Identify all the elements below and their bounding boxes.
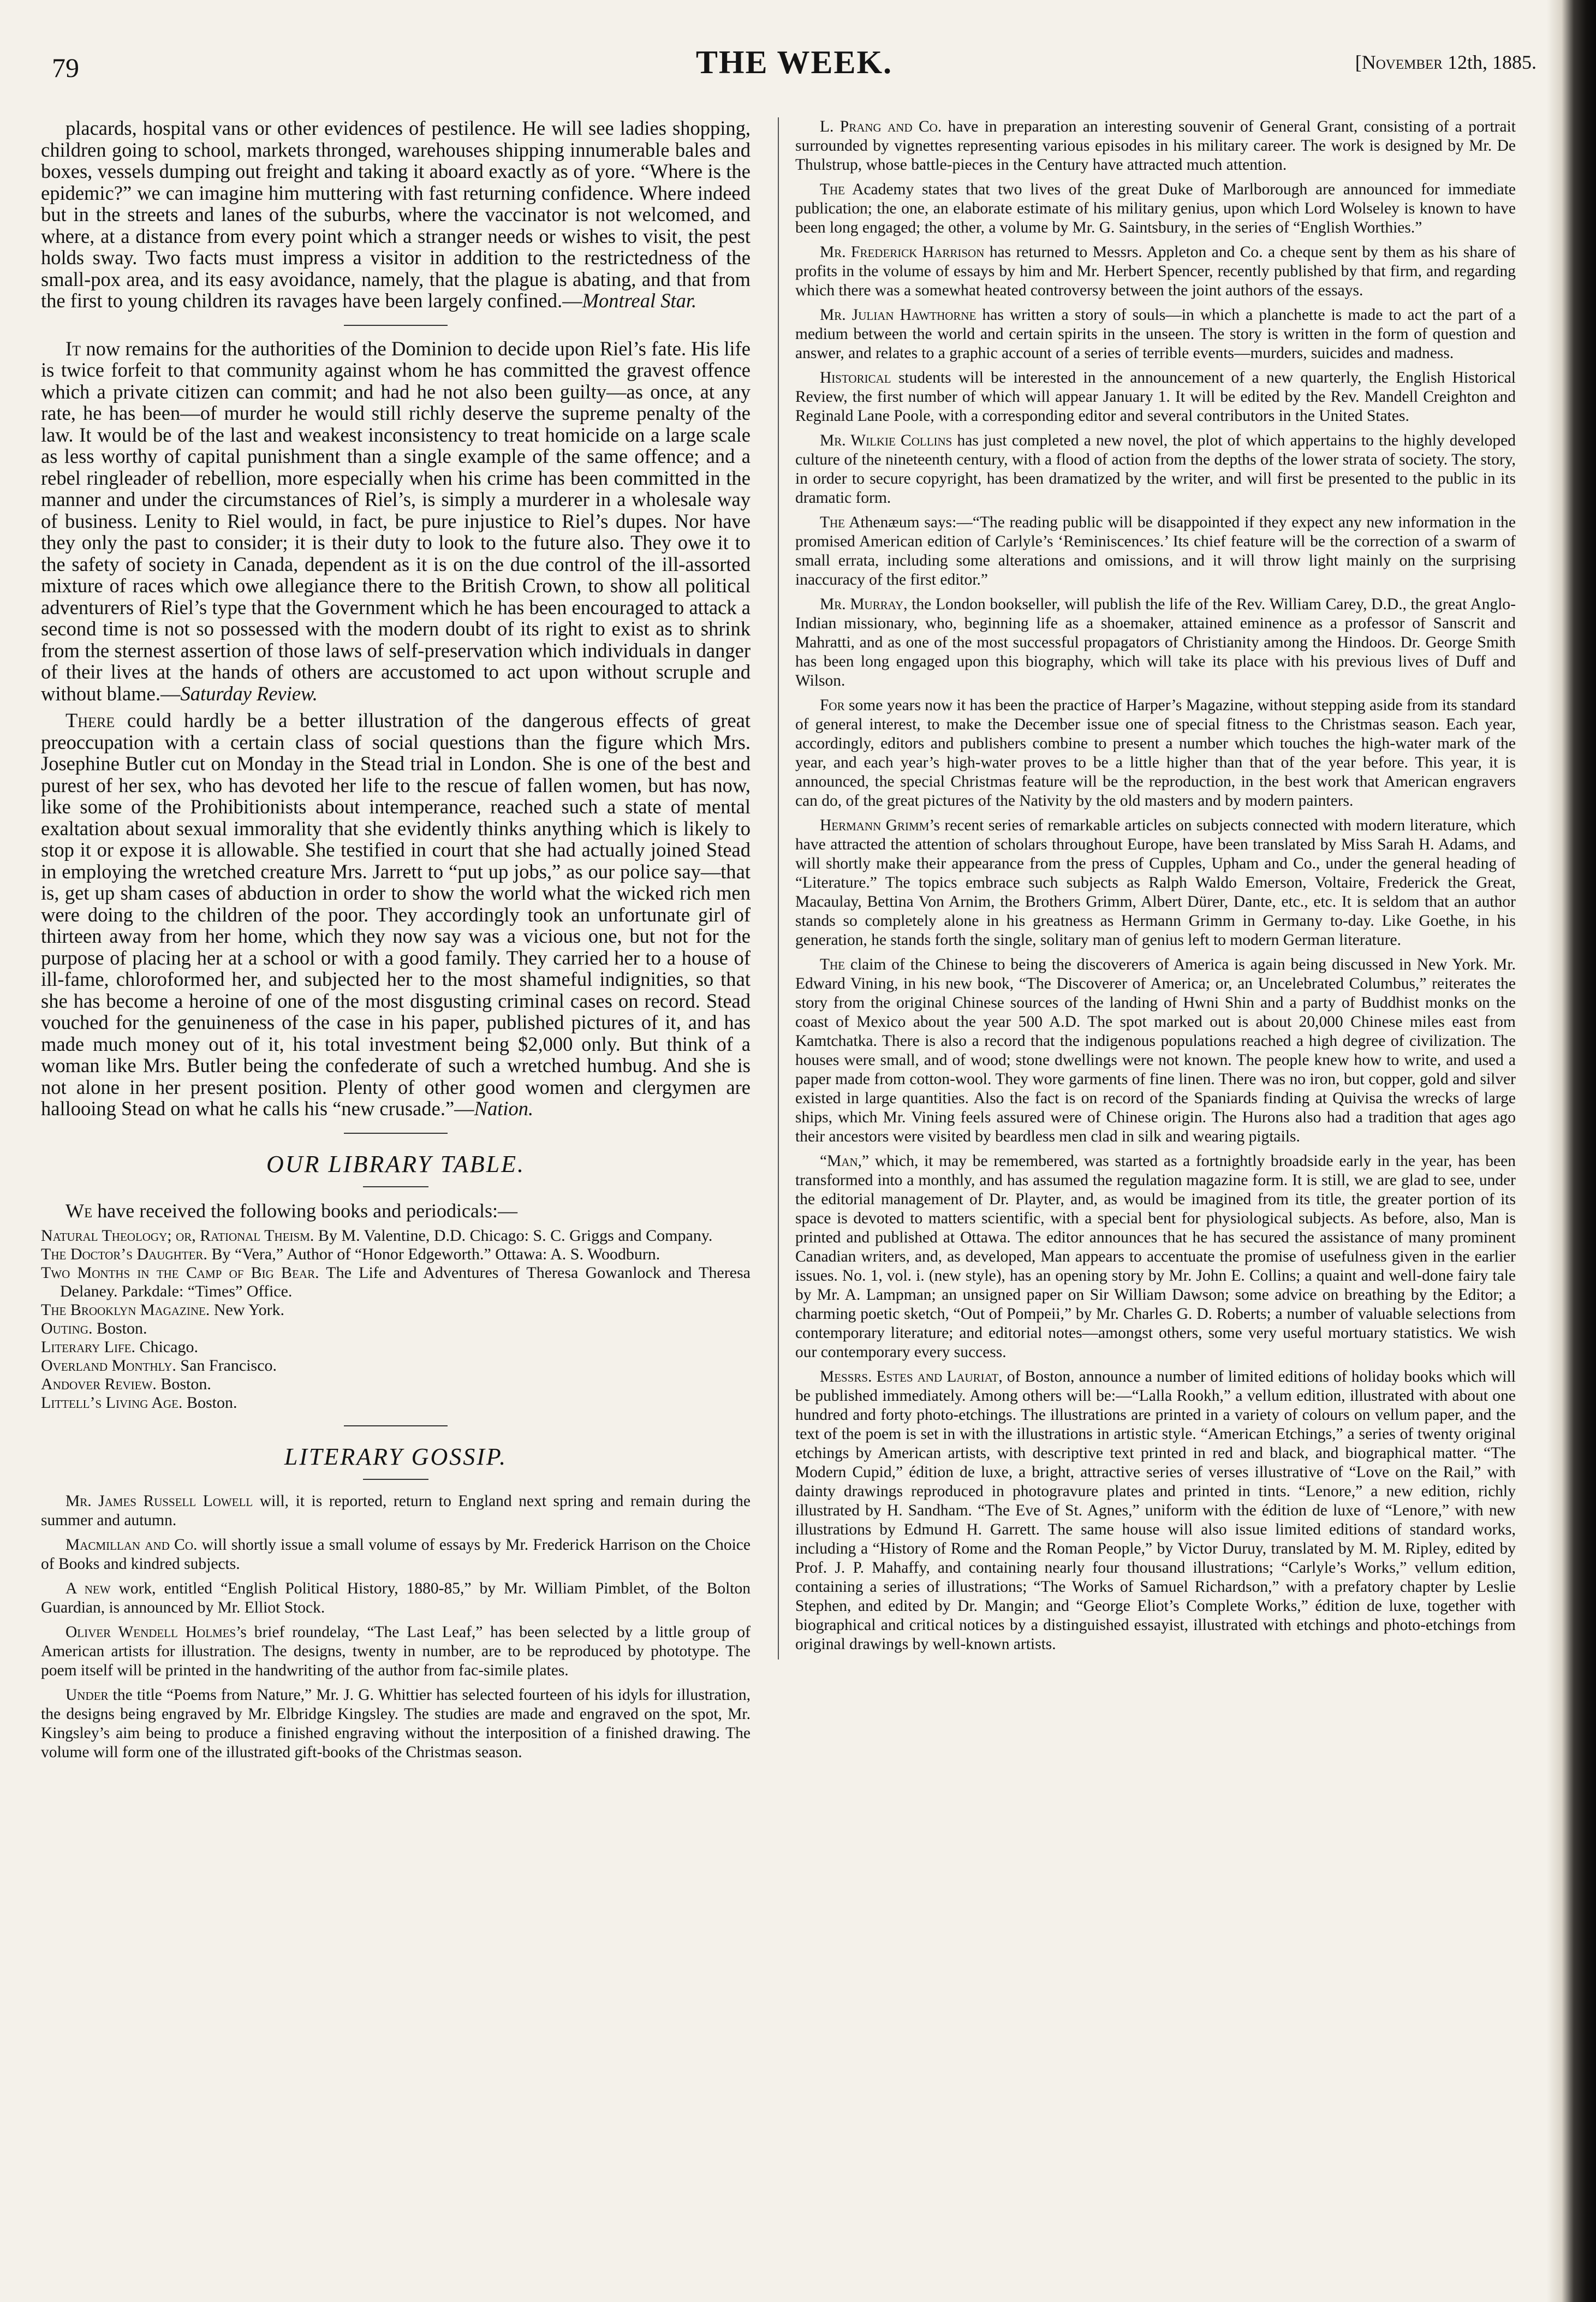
- book-details: San Francisco.: [176, 1356, 277, 1375]
- gossip-item: [795, 595, 1516, 691]
- article-source: Saturday Review.: [180, 682, 318, 705]
- book-entry: [41, 1301, 751, 1319]
- book-list: [41, 1199, 751, 1412]
- lead-words: Mr. James Russell Lowell: [65, 1492, 253, 1510]
- lead-words: Under: [65, 1686, 109, 1704]
- article-source: Nation.: [474, 1097, 534, 1120]
- gossip-item: [41, 1623, 751, 1680]
- book-title: The Doctor’s Daughter.: [41, 1245, 207, 1263]
- gossip-item: [795, 1367, 1516, 1654]
- item-text: Athenæum says:—“The reading public will be disappointed if they expect any new information in the promised American edition of Carlyle’s ‘Reminiscences.’ Its chief feature will be the correction of a swarm of small errata, including some alterations and omissions, and it will throw light mainly on the surprising inaccuracy of the first editor.”: [795, 514, 1516, 588]
- article-text: placards, hospital vans or other evidences of pestilence. He will see ladies shopping, children going to school, markets thronged, warehouses shipping innumerable bales and boxes, vessels dumping out freight and taking it aboard exactly as of yore. “Where is the epidemic?” we can imagine him muttering with fast returning confidence. Where indeed but in the streets and lanes of the suburbs, where the vaccinator is not welcomed, and where, at a distance from every point which a stranger needs or wishes to visit, the pest holds sway. Two facts must impress a visitor in addition to the restrictedness of the small-pox area, and its easy avoidance, namely, that the plague is abating, and that from the first to young children its ravages have been largely confined.—: [41, 117, 751, 312]
- gossip-item: [795, 955, 1516, 1146]
- book-entry: [41, 1394, 751, 1412]
- lead-words: Mr. Julian Hawthorne: [820, 306, 976, 324]
- book-entry: [41, 1375, 751, 1394]
- intro-text: have received the following books and periodicals:—: [92, 1199, 518, 1222]
- gossip-item: [41, 1579, 751, 1617]
- lead-words: The: [820, 956, 845, 973]
- book-entry: [41, 1338, 751, 1357]
- issue-date: [1355, 51, 1537, 74]
- gossip-item: [795, 431, 1516, 508]
- section-divider: [344, 325, 448, 326]
- gossip-item: [795, 816, 1516, 950]
- book-details: Chicago.: [135, 1337, 198, 1356]
- article-source: Montreal Star.: [582, 289, 697, 312]
- item-text: has written a story of souls—in which a planchette is made to act the part of a medium between the world and certain spirits in the unseen. The story is written in the form of question and answer, and relates to a graphic account of a series of terrible events—murders, suicides and madness.: [795, 306, 1516, 362]
- gossip-item: [795, 117, 1516, 175]
- book-entry: [41, 1357, 751, 1375]
- item-text: the London bookseller, will publish the life of the Rev. William Carey, D.D., the great Anglo-Indian missionary, who, beginning life as a shoemaker, attained eminence as a professor of Sanscrit and Mahratti, and as one of the most successful propagators of Christianity among the Hindoos. Dr. George Smith has been long engaged upon this biography, which will take its place with his previous lives of Duff and Wilson.: [795, 596, 1516, 689]
- lead-words: L. Prang and Co.: [820, 118, 942, 135]
- date-month: November: [1361, 51, 1443, 73]
- page-header: [52, 41, 1537, 85]
- gossip-item: [795, 513, 1516, 590]
- lead-words: Oliver Wendell Holmes: [65, 1623, 236, 1641]
- lead-words: Historical: [820, 369, 891, 386]
- left-column: [41, 117, 751, 1768]
- item-text: which, it may be remembered, was started as a fortnightly broadside early in the year, has been transformed into a monthly, and has assumed the regulation magazine form. It is still, we are glad to see, under the editorial management of Dr. Playter, and, as would be imagined from its title, the greater portion of its space is devoted to matters scientific, with a special bent for physiological subjects. As before, also, Man is printed and published at Ottawa. The editor announces that he has secured the assistance of many prominent Canadian writers, and, as developed, Man appears to accentuate the promise of usefulness given in the earlier issues. No. 1, vol. i. (new style), has an opening story by Mr. John E. Collins; a quaint and well-done fairy tale by Mr. A. Lampman; an unsigned paper on Sir William Dawson; some advice on breathing by the Editor; a charming poetic sketch, “Out of Pompeii,” by Mr. Charles G. D. Roberts; a number of valuable selections from contemporary literature; and editorial notes—amongst others, some very useful mortuary statistics. We wish our contemporary every success.: [795, 1152, 1516, 1361]
- book-list-intro: [41, 1199, 751, 1222]
- book-title: Outing.: [41, 1319, 93, 1337]
- item-text: has just completed a new novel, the plot of which appertains to the highly developed culture of the nineteenth century, with a flood of action from the depths of the lower strata of society. The story, in order to secure copyright, has been dramatized by the writer, and will first be presented to the public in its dramatic form.: [795, 432, 1516, 507]
- gossip-item: [795, 243, 1516, 300]
- item-text: Academy states that two lives of the great Duke of Marlborough are announced for immediate publication; the one, an elaborate estimate of his military genius, upon which Lord Wolseley is known to have been long engaged; the other, a volume by Mr. G. Saintsbury, in the series of “English Worthies.”: [795, 181, 1516, 236]
- lead-words: We: [65, 1199, 93, 1222]
- item-text: some years now it has been the practice of Harper’s Magazine, without stepping aside from its standard of general interest, to make the December issue one of special fitness to the Christmas season. Each year, accordingly, editors and publishers combine to present a number which touches the high-water mark of the year, and each year’s high-water proves to be a little higher than that of the year before. This year, it is announced, the special Christmas feature will be the reproduction, in the best work that American engravers can do, of the great pictures of the Nativity by the old masters and by modern painters.: [795, 697, 1516, 810]
- book-entry: [41, 1227, 751, 1245]
- article-smallpox: [41, 117, 751, 312]
- book-entry: [41, 1245, 751, 1264]
- lead-words: Mr. Wilkie Collins: [820, 432, 952, 449]
- gossip-item: [795, 180, 1516, 237]
- gossip-item: [41, 1536, 751, 1574]
- book-title: Andover Review.: [41, 1375, 157, 1393]
- book-title: Literary Life.: [41, 1337, 135, 1356]
- right-column: [778, 117, 1516, 1659]
- lead-words: Mr. Frederick Harrison: [820, 243, 985, 261]
- book-title: Natural Theology; or, Rational Theism.: [41, 1226, 314, 1245]
- item-text: will, it is reported, return to England next spring and remain during the summer and autumn.: [41, 1492, 751, 1529]
- item-text: have in preparation an interesting souvenir of General Grant, consisting of a portrait surrounded by vignettes representing various episodes in his military career. The work is designed by Mr. De Thulstrup, whose battle-pieces in the Century have attracted much attention.: [795, 118, 1516, 174]
- article-text: now remains for the authorities of the Dominion to decide upon Riel’s fate. His life is twice forfeit to that community against whom he has committed the gravest offence which a private citizen can commit; and had he not also been guilty—as once, at any rate, he has been—of murder he would still richly deserve the supreme penalty of the law. It would be of the last and weakest inconsistency to treat homicide on a large scale as less worthy of capital punishment than a single example of the same offence; and a rebel ringleader of rebellion, more especially when his crime has been committed in the manner and under the circumstances of Riel’s, is simply a murderer in a wholesale way of business. Lenity to Riel would, in fact, be pure injustice to Riel’s dupes. Nor have they only the past to consider; it is their duty to look to the future also. They owe it to the safety of society in Canada, dependent as it is on the due control of the ill-assorted mixture of races which owe allegiance there to the British Crown, to show all political adventurers of Riel’s type that the Government which he has been encouraged to attack a second time is not so possessed with the modern doubt of its right to exist as to shrink from the sternest assertion of those laws of self-preservation which individuals in danger of their lives at the hands of others are accustomed to act upon without scruple and without blame.—: [41, 337, 751, 705]
- book-title: Overland Monthly.: [41, 1356, 176, 1375]
- literary-gossip-heading: LITERARY GOSSIP.: [284, 1443, 508, 1470]
- item-text: has returned to Messrs. Appleton and Co. a cheque sent by them as his share of profits in the volume of essays by him and Mr. Herbert Spencer, recently published by that firm, and regarding which there was a somewhat heated controversy between the joint authors of the essays.: [795, 243, 1516, 299]
- book-details: Boston.: [156, 1375, 211, 1393]
- lead-words: Mr. Murray,: [820, 596, 908, 613]
- lead-words: It: [65, 337, 81, 360]
- item-text: will shortly issue a small volume of essays by Mr. Frederick Harrison on the Choice of Books and kindred subjects.: [41, 1536, 751, 1573]
- book-title: The Brooklyn Magazine.: [41, 1300, 210, 1319]
- section-divider: [344, 1425, 448, 1426]
- item-text: claim of the Chinese to being the discoverers of America is again being discussed in New York. Mr. Edward Vining, in his new book, “The Discoverer of America; or, an Uncelebrated Columbus,” reiterates the story from the original Chinese sources of the landing of Hwni Shin and a party of Buddhist monks on the coast of Mexico about the year 500 A.D. The spot marked out is about 20,000 Chinese miles east from Kamtchatka. There is also a record that the indigenous populations reached a high degree of civilization. The houses were small, and of wood; stone dwellings were not known. The people knew how to write, and used a paper made from cotton-wool. They wore garments of fine linen. There was no iron, but copper, gold and silver existed in large quantities. Also the fact is on record of the Spaniards finding at Quivisa the wrecks of large ships, which Mr. Vining feels assured were of Chinese origin. The Hurons also had a tradition that ages ago their ancestors were visited by beardless men clad in silk and wearing pigtails.: [795, 956, 1516, 1145]
- binding-shadow: [1547, 0, 1596, 2302]
- book-details: The Life and Adventures of Theresa Gowanlock and Theresa Delaney. Parkdale: “Times” Office.: [60, 1263, 751, 1300]
- book-details: Boston.: [92, 1319, 147, 1337]
- item-text: ’s brief roundelay, “The Last Leaf,” has been selected by a little group of American artists for illustration. The designs, twenty in number, are to be reproduced by phototype. The poem itself will be printed in the handwriting of the author from fac-simile plates.: [41, 1623, 751, 1679]
- section-divider: [363, 1186, 428, 1187]
- library-table-heading: OUR LIBRARY TABLE.: [266, 1150, 526, 1177]
- section-divider: [344, 1133, 448, 1134]
- book-entry: [41, 1264, 751, 1301]
- masthead-title: THE WEEK.: [695, 44, 893, 80]
- date-bracket: [: [1355, 51, 1362, 73]
- lead-words: Messrs. Estes and Lauriat,: [820, 1368, 1003, 1385]
- book-details: By “Vera,” Author of “Honor Edgeworth.” Ottawa: A. S. Woodburn.: [207, 1245, 660, 1263]
- article-butler: [41, 710, 751, 1120]
- item-text: work, entitled “English Political History, 1880-85,” by Mr. William Pimblet, of the Bolton Guardian, is announced by Mr. Elliot Stock.: [41, 1579, 751, 1616]
- lead-words: Hermann Grimm: [820, 817, 930, 834]
- article-text: could hardly be a better illustration of the dangerous effects of great preoccupation with a certain class of social questions than the figure which Mrs. Josephine Butler cut on Monday in the Stead trial in London. She is one of the best and purest of her sex, who has devoted her life to the rescue of fallen women, but has now, like some of the Prohibitionists about intemperance, reached such a state of mental exaltation about sexual immorality that she evidently thinks anything which is likely to stop it or expose it is allowable. She testified in court that she had actually joined Stead in employing the wretched creature Mrs. Jarrett to “put up jobs,” as our police say—that is, get up sham cases of abduction in order to show the world what the wicked rich men were doing to the children of the poor. They accordingly took an unfortunate girl of thirteen away from her home, which they now say was a vicious one, but not for the purpose of placing her at a school or with a good family. They carried her to a house of ill-fame, chloroformed her, and subjected her to the most shameful indignities, so that she has become a heroine of one of the most disgusting criminal cases on record. Stead vouched for the genuineness of the case in his paper, published pictures of it, and has made much money out of it, his total investment being $2,000 only. But think of a woman like Mrs. Butler being the confederate of such a wretched humbug. And she is not alone in her present position. Plenty of other good women and clergymen are hallooing Stead on what he calls his “new crusade.”—: [41, 709, 751, 1120]
- book-title: Two Months in the Camp of Big Bear.: [41, 1263, 319, 1282]
- lead-words: “Man,”: [820, 1152, 870, 1170]
- gossip-item: [795, 1152, 1516, 1362]
- book-details: Boston.: [182, 1393, 237, 1412]
- book-details: New York.: [210, 1300, 285, 1319]
- page-number: 79: [52, 52, 79, 83]
- book-details: By M. Valentine, D.D. Chicago: S. C. Griggs and Company.: [314, 1226, 713, 1245]
- article-riel: [41, 338, 751, 705]
- gossip-list: [41, 1492, 751, 1762]
- book-entry: [41, 1319, 751, 1338]
- gossip-item: [41, 1492, 751, 1530]
- lead-words: There: [65, 709, 115, 731]
- gossip-item: [795, 368, 1516, 426]
- item-text: of Boston, announce a number of limited editions of holiday books which will be published immediately. Among others will be:—“Lalla Rookh,” a vellum edition, illustrated with about one hundred and forty photo-etchings. The illustrations are printed in a variety of colours on vellum paper, and the text of the poem is set in with the illustrations in artistic style. “American Etchings,” a series of twenty original etchings by American artists, with descriptive text printed in red and black, and biographical matter. “The Modern Cupid,” édition de luxe, a bright, attractive series of verses illustrative of “Love on the Rail,” with dainty drawings reproduced in photogravure plates and printed in tints. “Lenore,” a new edition, richly illustrated by H. Sandham. “The Eve of St. Agnes,” uniform with the édition de luxe of “Lenore,” with new illustrations by Edmund H. Garrett. The same house will also issue limited editions of standard works, including a “History of Rome and the Roman People,” by Victor Duruy, translated by M. M. Ripley, edited by Prof. J. P. Mahaffy, and containing nearly four thousand illustrations; “Carlyle’s Works,” vellum edition, containing a series of illustrations; “The Works of Samuel Richardson,” with a prefatory chapter by Leslie Stephen, and edited by Dr. Mangin; and “George Eliot’s Complete Works,” édition de luxe, together with biographical and critical notices by a distinguished essayist, illustrated with etchings and photo-etchings from original drawings by well-known artists.: [795, 1368, 1516, 1653]
- gossip-item: [795, 306, 1516, 363]
- lead-words: A new: [65, 1579, 111, 1597]
- item-text: the title “Poems from Nature,” Mr. J. G. Whittier has selected fourteen of his idyls for illustration, the designs being engraved by Mr. Elbridge Kingsley. The studies are made and engraved on the spot, Mr. Kingsley’s aim being to produce a finished engraving without the interposition of a finished drawing. The volume will form one of the illustrated gift-books of the Christmas season.: [41, 1686, 751, 1761]
- lead-words: The: [820, 181, 845, 198]
- lead-words: Macmillan and Co.: [65, 1536, 198, 1554]
- lead-words: For: [820, 697, 845, 714]
- book-title: Littell’s Living Age.: [41, 1393, 183, 1412]
- item-text: ’s recent series of remarkable articles on subjects connected with modern literature, which have attracted the attention of scholars throughout Europe, have been translated by Miss Sarah H. Adams, and will shortly make their appearance from the press of Cupples, Upham and Co., under the general heading of “Literature.” The topics embrace such subjects as Ralph Waldo Emerson, Voltaire, Frederick the Great, Macaulay, Bettina Von Arnim, the Brothers Grimm, Albert Dürer, Dante, etc., etc. It is seldom that an author stands so completely alone in his greatness as Hermann Grimm in Germany to-day. Like Goethe, in his generation, he stands forth the single, solitary man of genius left to modern German literature.: [795, 817, 1516, 949]
- gossip-item: [795, 696, 1516, 811]
- section-divider: [363, 1479, 428, 1480]
- date-rest: 12th, 1885.: [1442, 51, 1537, 73]
- gossip-item: [41, 1686, 751, 1762]
- lead-words: The: [820, 514, 845, 531]
- item-text: students will be interested in the announcement of a new quarterly, the English Historical Review, the first number of which will appear January 1. It will be edited by the Rev. Mandell Creighton and Reginald Lane Poole, with a corresponding editor and several contributors in the United States.: [795, 369, 1516, 425]
